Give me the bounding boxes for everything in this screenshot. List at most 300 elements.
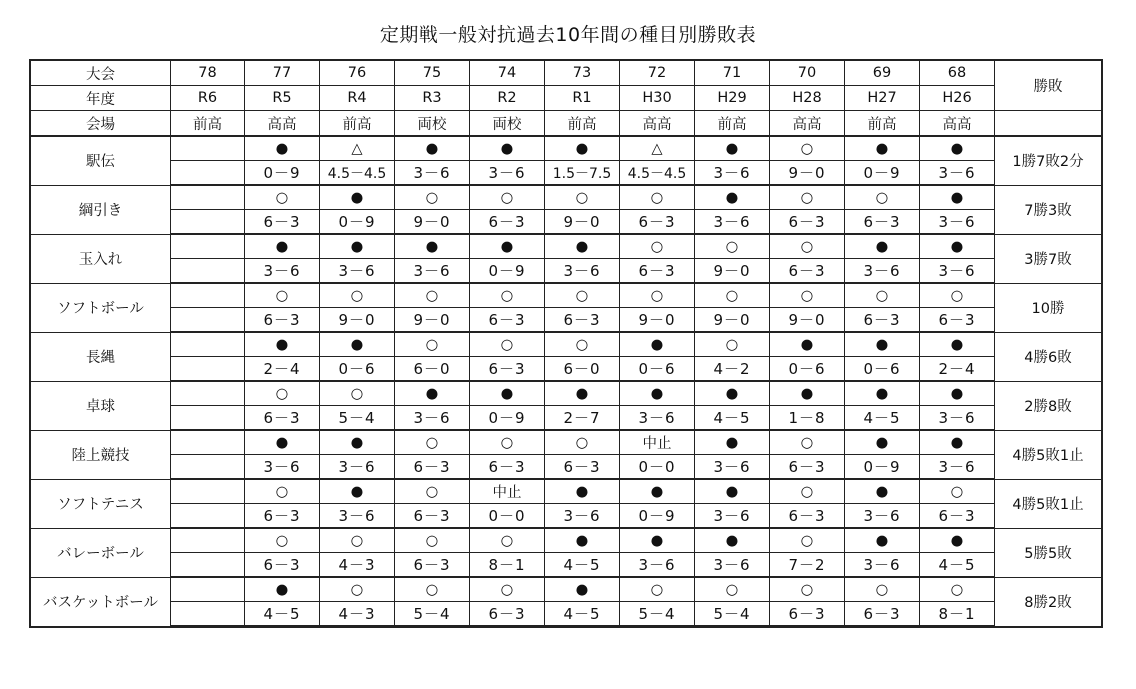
mark-cell: ○	[245, 479, 320, 504]
mark-cell: ●	[320, 479, 395, 504]
mark-cell: ○	[395, 577, 470, 602]
mark-cell: ○	[320, 381, 395, 406]
mark-cell: ○	[545, 430, 620, 455]
score-cell: 4－3	[320, 602, 395, 627]
event-mark-row	[31, 332, 1102, 357]
mark-cell: ●	[545, 577, 620, 602]
mark-cell: ○	[470, 430, 545, 455]
mark-cell: ●	[470, 234, 545, 259]
mark-cell: ○	[470, 283, 545, 308]
score-cell: 6－3	[770, 455, 845, 480]
header-cell: H29	[695, 86, 770, 111]
score-cell: 6－3	[845, 308, 920, 333]
mark-cell: ○	[395, 185, 470, 210]
header-cell: 72	[620, 61, 695, 86]
result-header-blank	[995, 111, 1102, 137]
score-cell: 3－6	[245, 259, 320, 284]
mark-cell: ●	[695, 479, 770, 504]
score-cell: 4.5－4.5	[320, 161, 395, 186]
mark-cell: ●	[545, 479, 620, 504]
score-cell: 5－4	[695, 602, 770, 627]
mark-cell: 中止	[620, 430, 695, 455]
header-row-nendo	[31, 86, 1102, 111]
score-cell: 9－0	[695, 259, 770, 284]
score-cell: 6－3	[395, 553, 470, 578]
score-cell: 6－3	[245, 406, 320, 431]
header-cell: 高高	[245, 111, 320, 137]
score-cell: 9－0	[395, 308, 470, 333]
mark-cell: ○	[320, 528, 395, 553]
score-cell: 6－3	[470, 455, 545, 480]
mark-cell: ●	[695, 381, 770, 406]
event-result: 7勝3敗	[995, 185, 1102, 234]
header-cell: 前高	[545, 111, 620, 137]
mark-cell: ●	[320, 430, 395, 455]
mark-cell: ●	[695, 528, 770, 553]
mark-cell: ○	[920, 283, 995, 308]
event-name: 卓球	[31, 381, 171, 430]
score-cell: 6－3	[545, 455, 620, 480]
score-cell: 6－3	[845, 602, 920, 627]
header-cell: 高高	[920, 111, 995, 137]
mark-cell: ●	[395, 136, 470, 161]
score-cell: 4－3	[320, 553, 395, 578]
score-cell: 3－6	[395, 259, 470, 284]
mark-cell: ○	[395, 332, 470, 357]
score-cell: 6－3	[245, 308, 320, 333]
mark-cell: ●	[545, 528, 620, 553]
header-cell: H26	[920, 86, 995, 111]
mark-cell: ○	[395, 430, 470, 455]
mark-cell	[171, 234, 245, 259]
score-cell: 9－0	[770, 161, 845, 186]
header-cell: R2	[470, 86, 545, 111]
mark-cell: ●	[245, 234, 320, 259]
mark-cell: ○	[620, 234, 695, 259]
mark-cell	[171, 185, 245, 210]
event-result: 8勝2敗	[995, 577, 1102, 626]
mark-cell: ○	[395, 283, 470, 308]
header-cell: 前高	[320, 111, 395, 137]
header-cell: 71	[695, 61, 770, 86]
score-cell: 3－6	[470, 161, 545, 186]
mark-cell: ●	[695, 185, 770, 210]
mark-cell: ●	[845, 332, 920, 357]
score-cell: 6－3	[770, 210, 845, 235]
mark-cell: ○	[245, 185, 320, 210]
score-cell: 3－6	[545, 259, 620, 284]
mark-cell: ○	[620, 577, 695, 602]
event-name: ソフトテニス	[31, 479, 171, 528]
mark-cell: △	[620, 136, 695, 161]
mark-cell: ●	[695, 136, 770, 161]
score-cell: 0－0	[470, 504, 545, 529]
mark-cell: ●	[770, 381, 845, 406]
score-cell: 4－5	[695, 406, 770, 431]
mark-cell: ●	[320, 185, 395, 210]
score-cell	[171, 455, 245, 480]
mark-cell: ○	[770, 528, 845, 553]
mark-cell: ○	[770, 136, 845, 161]
score-cell: 4－2	[695, 357, 770, 382]
score-cell: 3－6	[920, 161, 995, 186]
score-cell	[171, 357, 245, 382]
event-name: バレーボール	[31, 528, 171, 577]
header-cell: 前高	[845, 111, 920, 137]
mark-cell: ●	[920, 234, 995, 259]
score-cell: 6－3	[545, 308, 620, 333]
mark-cell: ●	[770, 332, 845, 357]
mark-cell: ●	[920, 332, 995, 357]
header-cell: 77	[245, 61, 320, 86]
mark-cell: ●	[545, 136, 620, 161]
score-cell: 9－0	[770, 308, 845, 333]
header-cell: 68	[920, 61, 995, 86]
mark-cell: ●	[245, 332, 320, 357]
score-cell: 3－6	[245, 455, 320, 480]
score-cell: 2－4	[245, 357, 320, 382]
score-cell: 6－0	[545, 357, 620, 382]
header-cell: 両校	[470, 111, 545, 137]
header-cell: H27	[845, 86, 920, 111]
mark-cell: ○	[320, 283, 395, 308]
score-cell: 0－6	[845, 357, 920, 382]
event-score-row	[31, 161, 1102, 186]
score-cell: 3－6	[920, 210, 995, 235]
header-cell: R5	[245, 86, 320, 111]
page-title: 定期戦一般対抗過去10年間の種目別勝敗表	[379, 24, 757, 46]
mark-cell: ●	[470, 136, 545, 161]
mark-cell: ●	[620, 479, 695, 504]
event-mark-row	[31, 430, 1102, 455]
header-cell: 78	[171, 61, 245, 86]
score-cell: 3－6	[845, 259, 920, 284]
event-score-row	[31, 357, 1102, 382]
header-cell: 76	[320, 61, 395, 86]
header-cell: R1	[545, 86, 620, 111]
mark-cell	[171, 577, 245, 602]
mark-cell	[171, 381, 245, 406]
header-label: 会場	[31, 111, 171, 137]
mark-cell: ○	[695, 283, 770, 308]
header-cell: 高高	[770, 111, 845, 137]
mark-cell: ●	[920, 430, 995, 455]
header-cell: 前高	[171, 111, 245, 137]
mark-cell: ●	[395, 381, 470, 406]
header-cell: H28	[770, 86, 845, 111]
score-cell: 6－3	[770, 602, 845, 627]
mark-cell: ○	[470, 528, 545, 553]
score-cell: 0－9	[470, 259, 545, 284]
header-cell: 73	[545, 61, 620, 86]
mark-cell: ○	[470, 185, 545, 210]
mark-cell: ○	[395, 528, 470, 553]
score-cell: 6－3	[470, 357, 545, 382]
score-cell: 3－6	[545, 504, 620, 529]
score-cell	[171, 406, 245, 431]
event-score-row	[31, 259, 1102, 284]
mark-cell: ○	[245, 283, 320, 308]
score-cell: 9－0	[545, 210, 620, 235]
header-cell: 69	[845, 61, 920, 86]
score-cell: 6－3	[770, 259, 845, 284]
score-cell: 4－5	[920, 553, 995, 578]
event-result: 2勝8敗	[995, 381, 1102, 430]
score-cell: 4－5	[245, 602, 320, 627]
score-cell: 5－4	[620, 602, 695, 627]
score-cell: 7－2	[770, 553, 845, 578]
event-score-row	[31, 455, 1102, 480]
mark-cell: ●	[845, 528, 920, 553]
mark-cell: ●	[245, 136, 320, 161]
score-cell: 0－9	[245, 161, 320, 186]
mark-cell: ●	[620, 381, 695, 406]
mark-cell: ●	[845, 381, 920, 406]
mark-cell: ○	[695, 234, 770, 259]
score-cell	[171, 308, 245, 333]
mark-cell: ○	[695, 332, 770, 357]
score-cell: 3－6	[695, 553, 770, 578]
event-mark-row	[31, 479, 1102, 504]
header-cell: H30	[620, 86, 695, 111]
result-header: 勝敗	[995, 61, 1102, 111]
event-result: 4勝6敗	[995, 332, 1102, 381]
mark-cell: △	[320, 136, 395, 161]
mark-cell	[171, 283, 245, 308]
event-result: 4勝5敗1止	[995, 479, 1102, 528]
header-cell: 高高	[620, 111, 695, 137]
score-cell: 8－1	[470, 553, 545, 578]
mark-cell: ○	[770, 185, 845, 210]
score-cell	[171, 504, 245, 529]
score-cell: 0－6	[770, 357, 845, 382]
score-cell: 6－3	[395, 504, 470, 529]
mark-cell: ○	[695, 577, 770, 602]
mark-cell: ○	[470, 577, 545, 602]
mark-cell	[171, 430, 245, 455]
score-cell: 3－6	[695, 210, 770, 235]
mark-cell: ●	[920, 136, 995, 161]
score-cell: 9－0	[320, 308, 395, 333]
score-cell: 6－3	[470, 602, 545, 627]
event-score-row	[31, 504, 1102, 529]
score-cell: 3－6	[620, 406, 695, 431]
event-result: 5勝5敗	[995, 528, 1102, 577]
mark-cell: ○	[845, 577, 920, 602]
score-cell	[171, 210, 245, 235]
header-row-kaijo	[31, 111, 1102, 137]
score-cell: 6－3	[920, 504, 995, 529]
score-cell	[171, 553, 245, 578]
score-cell: 3－6	[320, 504, 395, 529]
score-cell: 5－4	[320, 406, 395, 431]
mark-cell: ○	[620, 185, 695, 210]
score-cell: 6－3	[245, 210, 320, 235]
mark-cell: ○	[545, 332, 620, 357]
event-result: 4勝5敗1止	[995, 430, 1102, 479]
mark-cell: ○	[770, 577, 845, 602]
score-cell: 6－3	[620, 259, 695, 284]
event-score-row	[31, 406, 1102, 431]
mark-cell: ●	[470, 381, 545, 406]
event-result: 1勝7敗2分	[995, 136, 1102, 185]
score-cell: 0－9	[320, 210, 395, 235]
score-cell: 0－9	[620, 504, 695, 529]
header-row-taikai	[31, 61, 1102, 86]
score-cell: 4－5	[545, 602, 620, 627]
score-cell: 6－3	[470, 308, 545, 333]
mark-cell: ○	[845, 283, 920, 308]
event-mark-row	[31, 381, 1102, 406]
score-cell: 3－6	[845, 553, 920, 578]
header-label: 年度	[31, 86, 171, 111]
score-cell: 6－3	[395, 455, 470, 480]
event-mark-row	[31, 577, 1102, 602]
event-mark-row	[31, 136, 1102, 161]
score-cell: 0－6	[620, 357, 695, 382]
score-cell: 6－3	[845, 210, 920, 235]
score-cell: 0－9	[845, 161, 920, 186]
mark-cell: ●	[320, 234, 395, 259]
mark-cell: ○	[920, 479, 995, 504]
header-cell: 75	[395, 61, 470, 86]
event-name: 綱引き	[31, 185, 171, 234]
score-cell: 6－3	[470, 210, 545, 235]
event-mark-row	[31, 234, 1102, 259]
score-cell: 3－6	[695, 455, 770, 480]
mark-cell: ○	[620, 283, 695, 308]
mark-cell: ○	[545, 283, 620, 308]
event-result: 10勝	[995, 283, 1102, 332]
score-cell: 3－6	[695, 161, 770, 186]
score-cell: 4－5	[545, 553, 620, 578]
score-cell: 3－6	[320, 259, 395, 284]
event-name: 長縄	[31, 332, 171, 381]
score-cell	[171, 161, 245, 186]
mark-cell: ○	[845, 185, 920, 210]
mark-cell: ○	[245, 528, 320, 553]
score-cell: 6－3	[245, 504, 320, 529]
header-cell: R6	[171, 86, 245, 111]
event-name: ソフトボール	[31, 283, 171, 332]
score-cell: 3－6	[620, 553, 695, 578]
mark-cell: ○	[320, 577, 395, 602]
header-cell: 前高	[695, 111, 770, 137]
mark-cell: 中止	[470, 479, 545, 504]
score-cell: 4－5	[845, 406, 920, 431]
score-cell: 1.5－7.5	[545, 161, 620, 186]
score-cell: 6－3	[920, 308, 995, 333]
mark-cell: ●	[920, 185, 995, 210]
mark-cell	[171, 528, 245, 553]
header-cell: 両校	[395, 111, 470, 137]
score-cell: 3－6	[920, 259, 995, 284]
event-mark-row	[31, 528, 1102, 553]
mark-cell: ○	[245, 381, 320, 406]
mark-cell: ●	[920, 381, 995, 406]
score-cell: 9－0	[695, 308, 770, 333]
mark-cell: ○	[395, 479, 470, 504]
event-name: バスケットボール	[31, 577, 171, 626]
mark-cell: ○	[770, 283, 845, 308]
mark-cell: ●	[545, 234, 620, 259]
score-cell: 0－9	[845, 455, 920, 480]
score-cell: 3－6	[920, 455, 995, 480]
header-cell: R3	[395, 86, 470, 111]
mark-cell: ○	[470, 332, 545, 357]
event-mark-row	[31, 185, 1102, 210]
score-cell: 3－6	[320, 455, 395, 480]
mark-cell: ●	[845, 234, 920, 259]
score-cell: 6－0	[395, 357, 470, 382]
header-cell: R4	[320, 86, 395, 111]
score-cell: 0－6	[320, 357, 395, 382]
event-mark-row	[31, 283, 1102, 308]
event-score-row	[31, 553, 1102, 578]
event-score-row	[31, 210, 1102, 235]
header-cell: 70	[770, 61, 845, 86]
mark-cell	[171, 479, 245, 504]
mark-cell: ●	[845, 136, 920, 161]
score-cell: 1－8	[770, 406, 845, 431]
score-cell: 3－6	[395, 161, 470, 186]
mark-cell: ●	[245, 577, 320, 602]
score-cell: 5－4	[395, 602, 470, 627]
mark-cell: ●	[545, 381, 620, 406]
mark-cell: ○	[770, 430, 845, 455]
mark-cell: ○	[545, 185, 620, 210]
event-name: 陸上競技	[31, 430, 171, 479]
mark-cell: ●	[245, 430, 320, 455]
header-label: 大会	[31, 61, 171, 86]
results-table	[30, 60, 1102, 627]
mark-cell: ●	[620, 332, 695, 357]
score-cell: 6－3	[620, 210, 695, 235]
mark-cell: ●	[845, 479, 920, 504]
score-cell: 6－3	[245, 553, 320, 578]
event-score-row	[31, 308, 1102, 333]
score-cell: 8－1	[920, 602, 995, 627]
event-name: 玉入れ	[31, 234, 171, 283]
score-cell	[171, 602, 245, 627]
mark-cell: ○	[920, 577, 995, 602]
header-cell: 74	[470, 61, 545, 86]
score-cell: 9－0	[620, 308, 695, 333]
mark-cell: ○	[770, 479, 845, 504]
score-cell: 3－6	[920, 406, 995, 431]
mark-cell: ●	[845, 430, 920, 455]
score-cell	[171, 259, 245, 284]
mark-cell: ●	[695, 430, 770, 455]
mark-cell: ●	[395, 234, 470, 259]
mark-cell: ●	[320, 332, 395, 357]
mark-cell: ●	[920, 528, 995, 553]
mark-cell: ●	[620, 528, 695, 553]
score-cell: 4.5－4.5	[620, 161, 695, 186]
score-cell: 2－7	[545, 406, 620, 431]
event-name: 駅伝	[31, 136, 171, 185]
mark-cell: ○	[770, 234, 845, 259]
mark-cell	[171, 332, 245, 357]
mark-cell	[171, 136, 245, 161]
score-cell: 0－0	[620, 455, 695, 480]
score-cell: 3－6	[695, 504, 770, 529]
score-cell: 3－6	[845, 504, 920, 529]
score-cell: 3－6	[395, 406, 470, 431]
score-cell: 0－9	[470, 406, 545, 431]
score-cell: 2－4	[920, 357, 995, 382]
event-score-row	[31, 602, 1102, 627]
